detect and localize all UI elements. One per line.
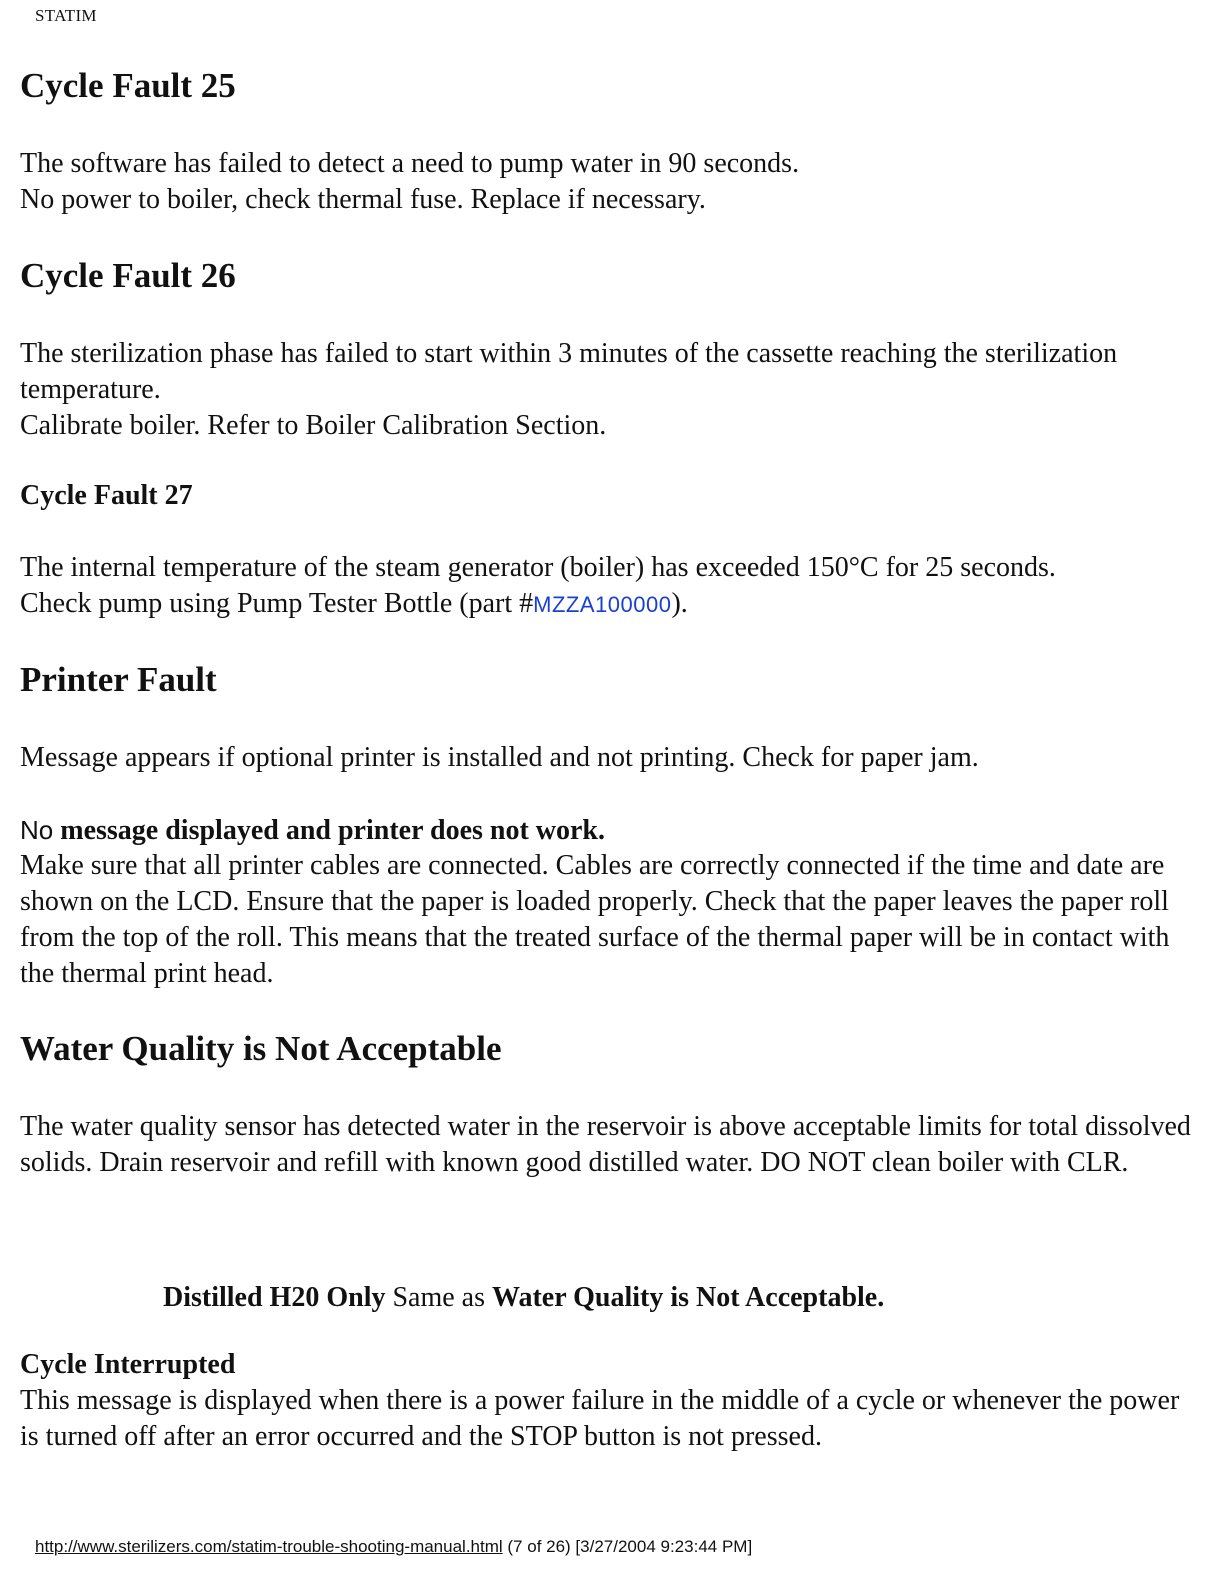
heading-water-quality: Water Quality is Not Acceptable [20,1029,502,1068]
distilled-label: Distilled H20 Only [163,1282,386,1313]
printer-subheading-no: No [20,815,54,845]
printer-fault-description: Message appears if optional printer is installed and not printing. Check for paper jam. [20,742,979,773]
distilled-water-note [163,1280,884,1316]
fault25-remedy: No power to boiler, check thermal fuse. Replace if necessary. [20,184,706,215]
printer-fault-remedy: Make sure that all printer cables are connected. Cables are correctly connected if the time and date are shown on the LCD. Ensure that the paper is loaded properly. Check that the paper leaves the paper roll from the top of the roll. This means that the treated surface of the thermal paper will be in contact with the thermal print head. [20,850,1170,989]
fault27-remedy-prefix: Check pump using Pump Tester Bottle (part # [20,588,534,619]
distilled-middle: Same as [385,1282,492,1313]
fault25-description: The software has failed to detect a need to pump water in 90 seconds. [20,148,800,179]
footer-url-link[interactable]: http://www.sterilizers.com/statim-trouble-shooting-manual.html [35,1537,503,1556]
fault27-remedy [20,586,1200,623]
footer-page-info: (7 of 26) [3/27/2004 9:23:44 PM] [502,1537,753,1556]
cycle-interrupted-description: This message is displayed when there is a power failure in the middle of a cycle or whenever the power is turned off after an error occurred and the STOP button is not pressed. [20,1385,1180,1452]
fault26-description: The sterilization phase has failed to start within 3 minutes of the cassette reaching the sterilization temperature. [20,338,1118,405]
page-header-title: STATIM [35,6,97,25]
printer-subheading [20,812,1200,849]
printer-subheading-text: message displayed and printer does not work. [60,815,606,846]
distilled-reference: Water Quality is Not Acceptable. [492,1282,885,1313]
heading-cycle-interrupted: Cycle Interrupted [20,1349,236,1380]
page-footer [35,1537,752,1557]
fault27-remedy-suffix: ). [671,588,688,619]
heading-cycle-fault-25: Cycle Fault 25 [20,66,236,105]
water-quality-description: The water quality sensor has detected water in the reservoir is above acceptable limits for total dissolved solids. Drain reservoir and refill with known good distilled water. DO NOT clean boiler with CLR. [20,1111,1191,1178]
heading-cycle-fault-27: Cycle Fault 27 [20,480,193,511]
fault26-remedy: Calibrate boiler. Refer to Boiler Calibration Section. [20,410,607,441]
fault27-description: The internal temperature of the steam generator (boiler) has exceeded 150°C for 25 seconds. [20,552,1056,583]
part-number-link[interactable]: MZZA100000 [533,592,672,617]
heading-printer-fault: Printer Fault [20,660,217,699]
heading-cycle-fault-26: Cycle Fault 26 [20,256,236,295]
